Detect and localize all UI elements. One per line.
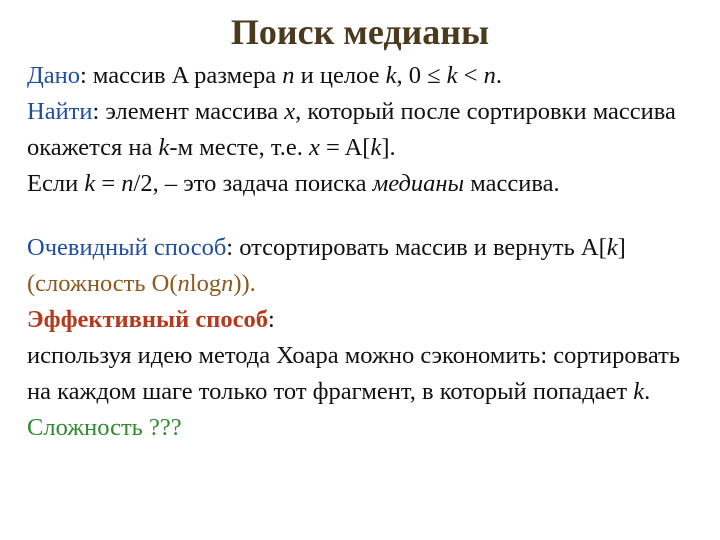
hoare-text-1: используя идею метода Хоара можно сэкономить: сортировать на каждом шаге только тот фрагмент, в который попадает: [27, 342, 681, 405]
complexity-label: Сложность ???: [27, 414, 182, 441]
paragraph-gap: [27, 202, 707, 230]
complexity-n-2: n: [221, 270, 234, 297]
given-k: k: [385, 62, 397, 89]
find-x: x: [284, 98, 296, 125]
find-k: k: [158, 134, 170, 161]
median-definition: [27, 166, 707, 202]
median-text-4: массива.: [464, 170, 560, 197]
find-k-2: k: [370, 134, 382, 161]
given-colon: :: [79, 62, 87, 89]
find-label: Найти: [27, 98, 93, 125]
complexity-close: )).: [233, 270, 256, 297]
find-x-2: x: [309, 134, 320, 161]
hoare-paragraph: [27, 338, 707, 410]
median-word: медианы: [372, 170, 465, 197]
slide-body: [27, 58, 707, 446]
given-n: n: [282, 62, 295, 89]
complexity-paragraph: [27, 410, 707, 446]
obvious-k: k: [606, 234, 618, 261]
find-paragraph: [27, 94, 707, 166]
given-label: Дано: [27, 62, 80, 89]
given-n-2: n: [483, 62, 496, 89]
obvious-paragraph: [27, 230, 707, 302]
efficient-label: Эффективный способ: [27, 306, 268, 333]
given-text-2: и целое: [294, 62, 386, 89]
efficient-colon: :: [268, 306, 275, 333]
complexity-open: (сложность O(: [27, 270, 178, 297]
obvious-complexity: [27, 270, 256, 297]
hoare-text-2: .: [644, 378, 651, 405]
given-text-3: , 0 ≤: [396, 62, 447, 89]
find-text-3: -м месте, т.е.: [169, 134, 310, 161]
median-text-3: /2, – это задача поиска: [133, 170, 373, 197]
given-text-5: .: [495, 62, 502, 89]
complexity-n: n: [177, 270, 190, 297]
find-text-4: = A[: [319, 134, 371, 161]
find-text-2: , который после сортировки массива окажется на: [27, 98, 676, 161]
median-k: k: [84, 170, 96, 197]
median-text-2: =: [95, 170, 122, 197]
hoare-k: k: [633, 378, 645, 405]
given-text-1: массив A размера: [86, 62, 283, 89]
slide-title: Поиск медианы: [230, 12, 490, 52]
complexity-log: log: [189, 270, 222, 297]
given-k-2: k: [446, 62, 458, 89]
obvious-label: Очевидный способ: [27, 234, 227, 261]
given-paragraph: [27, 58, 707, 94]
given-text-4: <: [457, 62, 484, 89]
find-text-5: ].: [381, 134, 396, 161]
median-text-1: Если: [27, 170, 85, 197]
median-n: n: [121, 170, 134, 197]
obvious-text-1: : отсортировать массив и вернуть A[: [226, 234, 607, 261]
efficient-paragraph: [27, 302, 707, 338]
find-text-1: : элемент массива: [92, 98, 285, 125]
obvious-text-2: ]: [617, 234, 626, 261]
